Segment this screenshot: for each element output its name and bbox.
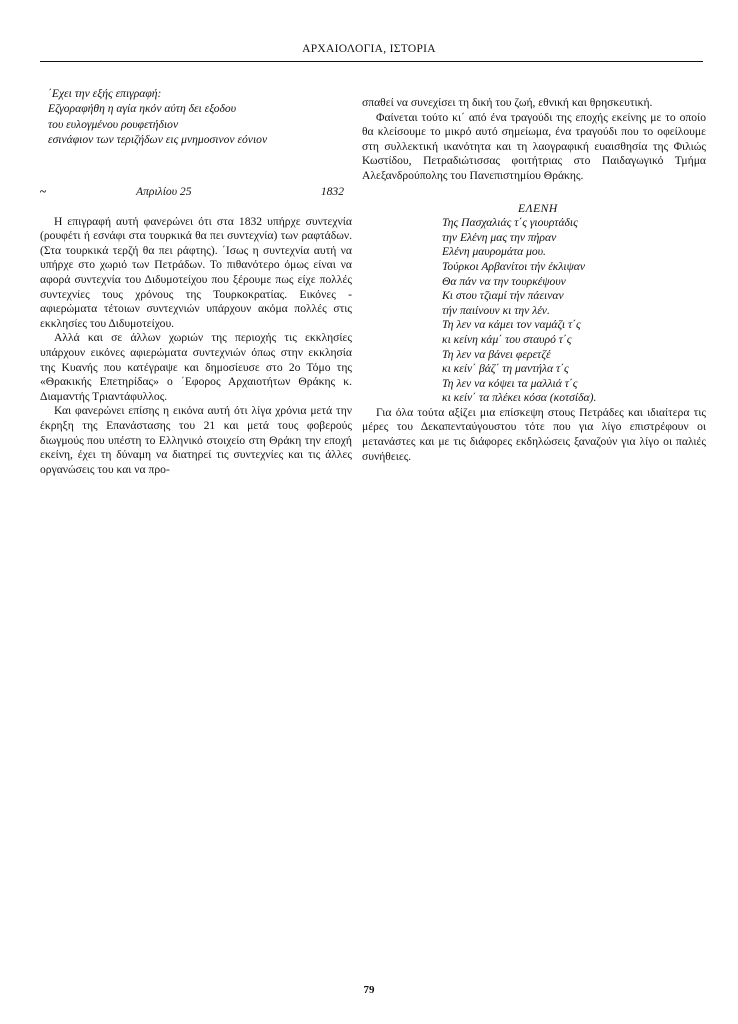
dateline-year: 1832 <box>320 184 344 198</box>
paragraph: Και φανερώνει επίσης η εικόνα αυτή ότι λίγα χρόνια μετά την έκρηξη της Επανάστασης του 21 και μετά τους φοβερούς διωγμούς που υπέστη το Ελληνικό στοιχείο στη Θράκη την εποχή εκείνη, έχει τη δύναμη να διατηρεί τις συντεχνίες και τις άλλες οργανώσεις του και να προ- <box>40 404 352 476</box>
song-line: Ελένη μαυρομάτα μου. <box>442 245 546 259</box>
song-line: Τη λεν να κόψει τα μαλλιά τ΄ς <box>442 376 578 390</box>
inscription-line: του ευλογμένου ρουφετήδιον <box>48 117 179 131</box>
running-head: ΑΡΧΑΙΟΛΟΓΙΑ, ΙΣΤΟΡΙΑ <box>302 43 436 55</box>
page-number: 79 <box>363 984 375 996</box>
song-line: Τη λεν να βάνει φερετζέ <box>442 347 551 361</box>
inscription-dateline <box>40 185 352 201</box>
paragraph: Η επιγραφή αυτή φανερώνει ότι στα 1832 υπήρχε συντεχνία (ρουφέτι ή εσνάφι στα τουρκικά θα πει συντεχνία) των ραφτάδων. (Στα τουρκικά τερζή θα πει ράφτης). ΄Ισως η συντεχνία αυτή να υπήρχε στο χωριό των Πετράδων. Το πιθανότερο όμως είναι να αφορά συντεχνία του Διδυμοτείχου που ξέρουμε πως είχε πολλές συντεχνίες τους χρόνους της Τουρκοκρατίας. Εικόνες - αφιερώματα τέτοιων συντεχνιών υπάρχουν ακόμα πολλές στις εκκλησίες του Διδυμοτείχου. <box>40 214 352 330</box>
inscription <box>40 86 352 148</box>
song-line: τήν παιίνουν κι την λέν. <box>442 303 550 317</box>
inscription-line: εσινάφιον των τεριζήδων εις μνημοσινον εόνιον <box>48 133 268 147</box>
paragraph-continuation: σπαθεί να συνεχίσει τη δική του ζωή, εθνική και θρησκευτική. <box>362 96 653 109</box>
left-body <box>40 215 352 478</box>
song-line: Τούρκοι Αρβανίτοι τήν έκλιψαν <box>442 259 586 273</box>
song-line: Τη λεν να κάμει τον ναμάζι τ΄ς <box>442 318 581 332</box>
song-title: ΕΛΕΝΗ <box>518 201 558 215</box>
song-line: Θα πάν να την τουρκέψουν <box>442 274 566 288</box>
paragraph: Αλλά και σε άλλων χωριών της περιοχής τις εκκλησίες υπάρχουν εικόνες αφιερώματα συντεχνιών όπως στην εκκλησία της Κυανής που κατέγραψε και δημοσίευσε στο 2ο Τόμο της «Θρακικής Επετηρίδας» ο ΄Εφορος Αρχαιοτήτων Θράκης κ. Διαμαντής Τριαντάφυλλος. <box>40 331 352 403</box>
inscription-line: ΄Εχει την εξής επιγραφή: <box>48 87 162 100</box>
header-rule <box>40 61 703 62</box>
inscription-line: Εζγοραφήθη η αγία ηκόν αύτη δει εξοδου <box>48 102 237 116</box>
song-line: Της Πασχαλιάς τ΄ς γιουρτάδις <box>442 216 578 230</box>
song-line: την Ελένη μας την πήραν <box>442 230 557 244</box>
left-column <box>40 86 352 477</box>
right-column <box>362 96 706 464</box>
song <box>442 202 706 406</box>
song-line: κι κείν΄ βάζ΄ τη μαντήλα τ΄ς <box>442 362 569 376</box>
dateline-mark: ~ <box>40 184 47 198</box>
dateline-date: Απριλίου 25 <box>136 184 192 198</box>
closing-paragraph: Για όλα τούτα αξίζει μια επίσκεψη στους Πετράδες και ιδιαίτερα τις μέρες του Δεκαπενταύγουστου τότε που για λίγο επιστρέφουν οι μετανάστες και με τις διάφορες εκδηλώσεις ξαναζούν για λίγο οι παλιές συνήθειες. <box>362 405 706 463</box>
song-line: Κι στου τζιαμί τήν πάειναν <box>442 289 564 303</box>
song-line: κι κείνη κάμ΄ του σταυρό τ΄ς <box>442 332 572 346</box>
song-line: κι κείν΄ τα πλέκει κόσα (κοτσίδα). <box>442 391 597 405</box>
paragraph: Φαίνεται τούτο κι΄ από ένα τραγούδι της εποχής εκείνης με το οποίο θα κλείσουμε το μικρό αυτό σημείωμα, ένα τραγούδι που το οφείλουμε στη συλλεκτική ικανότητα και τη λαογραφική ευαισθησία της Φιλιώς Κωστίδου, Πετραδιώτισσας φοιτήτριας στο Παιδαγωγικό Τμήμα Αλεξανδρούπολης του Πανεπιστημίου Θράκης. <box>362 110 706 182</box>
